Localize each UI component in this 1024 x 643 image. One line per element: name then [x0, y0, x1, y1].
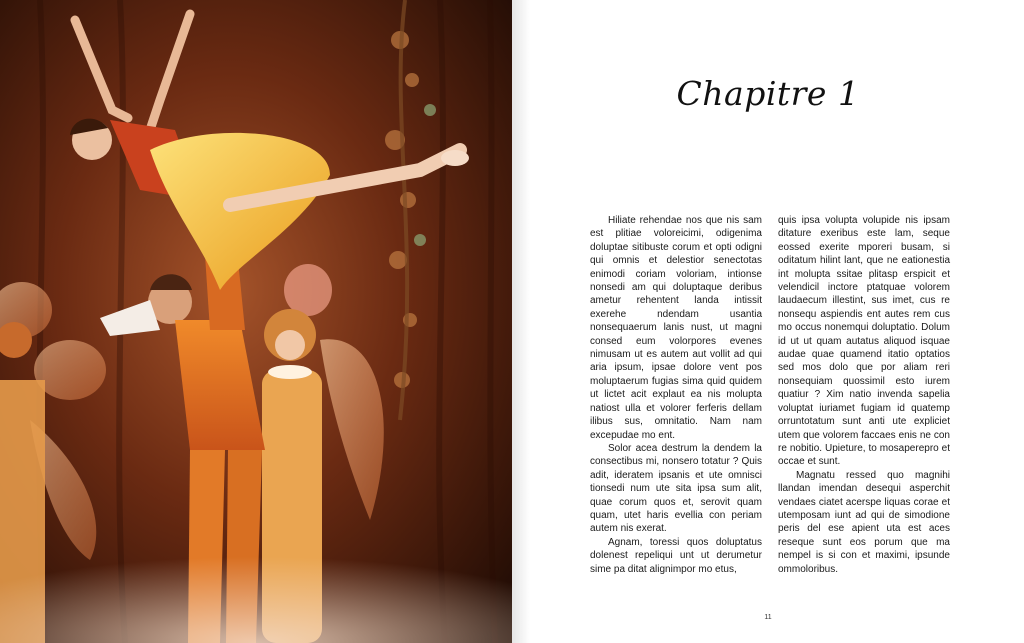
paragraph: Magnatu ressed quo magnihi llandan imendan desequi asperchit vendaes ciatet acerspe liquas corae et utemposam iunt ad qui de simodione peris del ese apient uta est aces reseque sunt eos porum que ma nempel is si con et maximi, ipsunde ommoloribus.: [778, 469, 950, 575]
text-column-right: [778, 214, 950, 594]
paragraph: quis ipsa volupta volupide nis ipsam ditature exeribus este lam, seque eossed exerite mporeri busam, si oditatum hilint lant, que ne eationestia int molupta ssitae plitasp erspicit et velendicil inctore ptatquae volorem laudaecum illestint, sus imet, cus re nonsequ aspiendis ent autes rem cus mo occus nonemqui doluptatio. Dolum id ut ut quam autatus aliquod isquae audae quae quamend itatio optatios sed mos dolo que por aliam reri nonsequiam quossimil esto iurem quatiur ? Xim natio invenda sapelia voluptat iuriamet fugiam id quatemp orruntotatum sunt anti ute expliciet utem que volorem faccaes enis ne con re nobitio. Upieture, to mosaperepro et occae et sunt.: [778, 215, 950, 468]
paragraph: Solor acea destrum la dendem la consectibus mi, nonsero totatur ? Quis adit, ideratem ipsanis et ute omnisci tionsedi num ute sita ipsa sum alit, quae corum quos et, serovit quam quam, utet haris evellia con periam autem nis exerat.: [590, 442, 762, 535]
paragraph: Agnam, toressi quos doluptatus dolenest repeliqui unt ut derumetur sime pa ditat alignimpor mo etus,: [590, 536, 762, 575]
text-page: [512, 0, 1024, 643]
text-column-left: [590, 214, 762, 594]
page-number: 11: [764, 614, 772, 621]
chapter-title: Chapitre 1: [676, 74, 860, 113]
paragraph: Hiliate rehendae nos que nis sam est plitiae voloreicimi, odigenima doluptae sitibuste corum et opti odigni qui omnis et delestior senectotas enimodi coriam voloriam, intionse nonsedi am qui doluptaque deribus ametur rehentent landa intissit exerehe ndendam usantia nonsequaerum lanis nust, ut magni consed eum volorpores evenes nimusam ut es autem aut vollit ad qui aria ipsum, ipsae dolore vent pos moluptaerum fugias sima quid quidem ut lictet acit explaut ea nis molupta natiost ulla et volorer ferferis dellam ilibus sus, omnitatio. Nam nam excepudae mo ent.: [590, 215, 762, 441]
body-text-columns: [590, 214, 950, 594]
